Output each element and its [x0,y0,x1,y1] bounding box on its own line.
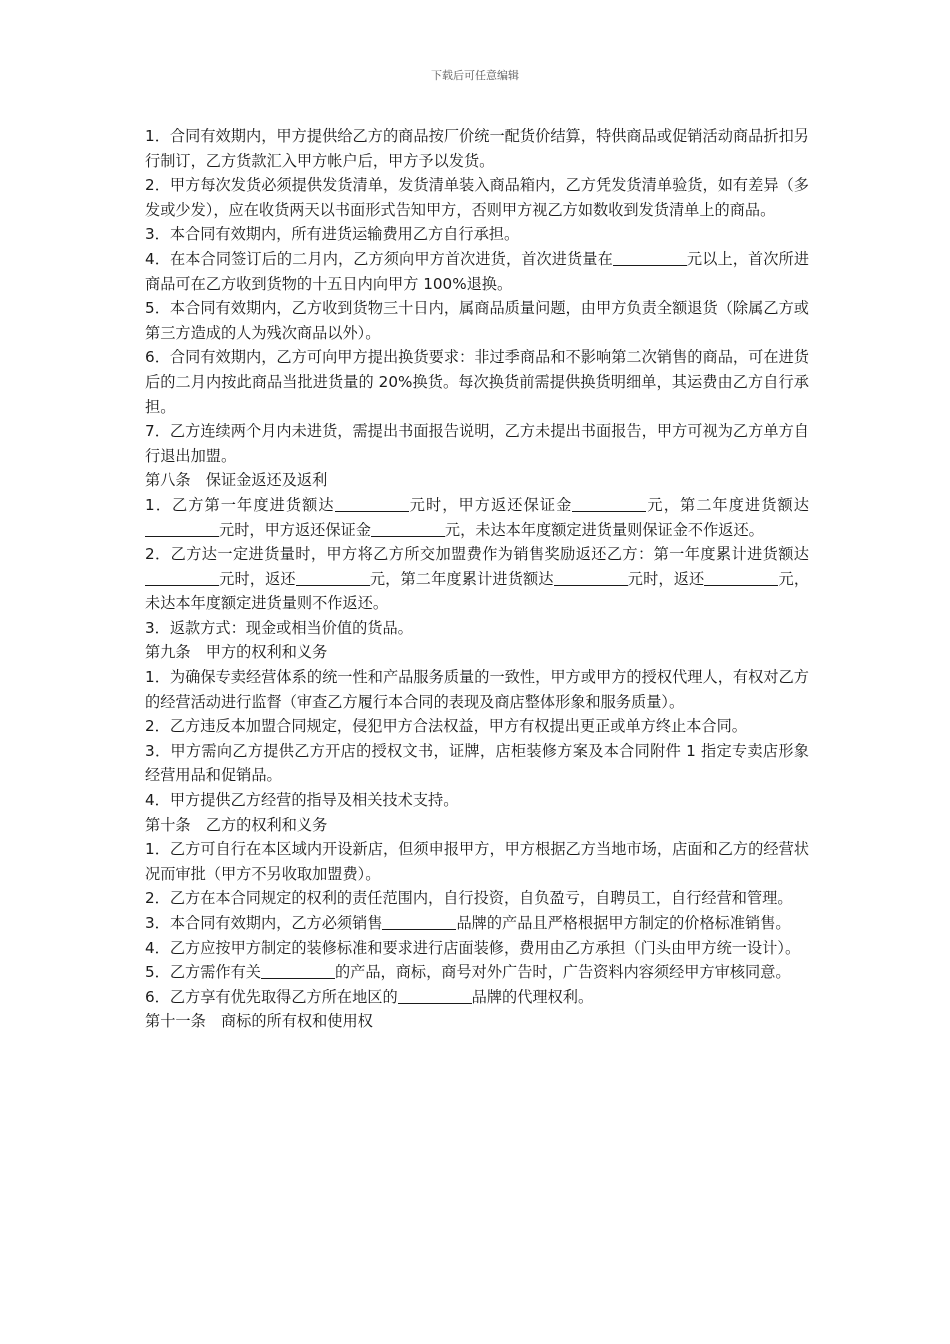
paragraph-text: 6．合同有效期内，乙方可向甲方提出换货要求：非过季商品和不影响第二次销售的商品，可在进货后的二月内按此商品当批进货量的 20%换货。每次换货前需提供换货明细单，其运费由乙方自行承担。 [145,348,809,416]
fill-in-blank [572,496,646,512]
fill-in-blank [296,570,370,586]
paragraph-text: 的产品，商标，商号对外广告时，广告资料内容须经甲方审核同意。 [334,963,791,982]
paragraph [145,936,809,961]
paragraph-text: 4．甲方提供乙方经营的指导及相关技术支持。 [145,791,459,810]
paragraph-text: 元，未达本年度额定进货量则不作返还。 [145,569,810,613]
paragraph [145,468,809,493]
paragraph-text: 3．本合同有效期内，所有进货运输费用乙方自行承担。 [145,225,520,244]
fill-in-blank [704,570,778,586]
paragraph-text: 元，第二年度累计进货额达 [369,569,554,588]
paragraph-text: 元以上，首次所进商品可在乙方收到货物的十五日内向甲方 100%退换。 [145,249,810,293]
paragraph-text: 4．在本合同签订后的二月内，乙方须向甲方首次进货，首次进货量在 [145,249,613,268]
fill-in-blank [145,570,219,586]
paragraph [145,837,809,886]
paragraph-text: 1．为确保专卖经营体系的统一性和产品服务质量的一致性，甲方或甲方的授权代理人，有权对乙方的经营活动进行监督（审查乙方履行本合同的表现及商店整体形象和服务质量）。 [145,668,809,711]
paragraph-text: 5．乙方需作有关 [145,963,261,982]
paragraph [145,911,809,936]
paragraph [145,419,809,468]
paragraph-text: 第八条 保证金返还及返利 [145,471,328,490]
fill-in-blank [398,988,472,1004]
paragraph-text: 1．乙方第一年度进货额达 [145,495,335,514]
paragraph [145,124,809,173]
paragraph-text: 2．乙方在本合同规定的权利的责任范围内，自行投资，自负盈亏，自聘员工，自行经营和管理。 [145,889,793,908]
paragraph [145,665,809,714]
paragraph-text: 5．本合同有效期内，乙方收到货物三十日内，属商品质量问题，由甲方负责全额退货（除属乙方或第三方造成的人为残次商品以外）。 [145,299,809,342]
paragraph-text: 元时，返还 [627,569,705,588]
paragraph-text: 元时，甲方返还保证金 [408,495,573,514]
paragraph-text: 第九条 甲方的权利和义务 [145,643,328,662]
page-header: 下载后可任意编辑 [431,69,519,82]
paragraph [145,247,809,296]
fill-in-blank [554,570,628,586]
paragraph-text: 4．乙方应按甲方制定的装修标准和要求进行店面装修，费用由乙方承担（门头由甲方统一设计）。 [145,938,801,957]
paragraph-text: 元，未达本年度额定进货量则保证金不作返还。 [444,520,764,539]
paragraph [145,788,809,813]
paragraph [145,813,809,838]
paragraph [145,886,809,911]
paragraph-text: 6．乙方享有优先取得乙方所在地区的 [145,987,398,1006]
fill-in-blank [371,520,445,536]
paragraph-text: 2．乙方违反本加盟合同规定，侵犯甲方合法权益，甲方有权提出更正或单方终止本合同。 [145,717,747,736]
paragraph-text: 3．甲方需向乙方提供乙方开店的授权文书，证牌，店柜装修方案及本合同附件 1 指定专卖店形象经营用品和促销品。 [145,741,809,785]
paragraph [145,1009,809,1034]
contract-body [145,124,809,1034]
paragraph-text: 第十一条 商标的所有权和使用权 [145,1012,373,1031]
paragraph [145,960,809,985]
paragraph-text: 元时，返还 [219,569,296,588]
paragraph-text: 7．乙方连续两个月内未进货，需提出书面报告说明，乙方未提出书面报告，甲方可视为乙方单方自行退出加盟。 [145,422,809,465]
fill-in-blank [145,520,219,536]
paragraph-text: 品牌的代理权利。 [471,987,594,1006]
paragraph-text: 元，第二年度进货额达 [646,495,809,514]
paragraph [145,173,809,222]
fill-in-blank [261,963,335,979]
fill-in-blank [382,914,456,930]
paragraph [145,542,809,616]
paragraph [145,296,809,345]
paragraph-text: 元时，甲方返还保证金 [219,520,371,539]
paragraph [145,714,809,739]
paragraph-text: 2．甲方每次发货必须提供发货清单，发货清单装入商品箱内，乙方凭发货清单验货，如有差异（多发或少发），应在收货两天以书面形式告知甲方，否则甲方视乙方如数收到发货清单上的商品。 [145,176,809,219]
paragraph-text: 3．本合同有效期内，乙方必须销售 [145,914,383,932]
paragraph-text: 2．乙方达一定进货量时，甲方将乙方所交加盟费作为销售奖励返还乙方：第一年度累计进货额达 [145,545,809,564]
paragraph-text: 第十条 乙方的权利和义务 [145,815,328,834]
fill-in-blank [613,250,687,266]
paragraph [145,616,809,641]
paragraph-text: 1．合同有效期内，甲方提供给乙方的商品按厂价统一配货价结算，特供商品或促销活动商品折扣另行制订，乙方货款汇入甲方帐户后，甲方予以发货。 [145,127,809,170]
paragraph-text: 1．乙方可自行在本区域内开设新店，但须申报甲方，甲方根据乙方当地市场，店面和乙方的经营状况而审批（甲方不另收取加盟费）。 [145,840,809,883]
paragraph [145,222,809,247]
paragraph [145,345,809,419]
paragraph-text: 品牌的产品且严格根据甲方制定的价格标准销售。 [456,914,791,932]
paragraph [145,493,809,542]
paragraph-text: 3．返款方式：现金或相当价值的货品。 [145,618,413,637]
paragraph [145,739,809,788]
fill-in-blank [335,496,409,512]
paragraph [145,640,809,665]
paragraph [145,985,809,1010]
